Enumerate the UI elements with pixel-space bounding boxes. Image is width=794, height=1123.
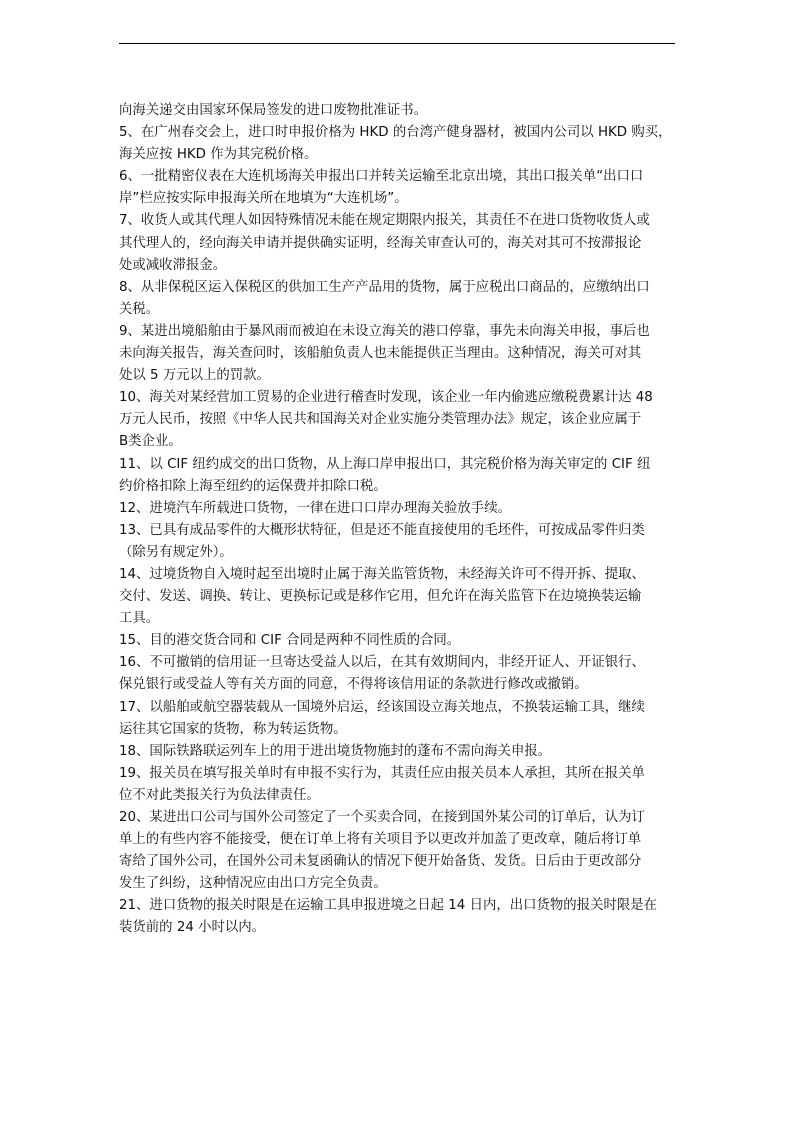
text-line: 未向海关报告，海关查问时，该船舶负责人也未能提供正当理由。这种情况，海关可对其 bbox=[119, 346, 642, 362]
text-line: 向海关递交由国家环保局签发的进口废物批准证书。 bbox=[119, 103, 427, 118]
item-20 bbox=[119, 807, 675, 895]
item-7 bbox=[119, 210, 675, 276]
item-15 bbox=[119, 630, 675, 652]
item-17 bbox=[119, 697, 675, 741]
text-line: 12、进境汽车所载进口货物，一律在进口口岸办理海关验放手续。 bbox=[119, 500, 511, 516]
text-line: 16、不可撤销的信用证一旦寄达受益人以后，在其有效期间内，非经开证人、开证银行、 bbox=[119, 655, 645, 671]
text-line: 19、报关员在填写报关单时有申报不实行为，其责任应由报关员本人承担，其所在报关单 bbox=[119, 765, 645, 781]
item-9 bbox=[119, 321, 675, 387]
text-line: 10、海关对某经营加工贸易的企业进行稽查时发现，该企业一年内偷逃应缴税费累计达 48 bbox=[119, 390, 653, 406]
item-5 bbox=[119, 122, 675, 166]
text-line: 交付、发送、调换、转让、更换标记或是移作它用，但允许在海关监管下在边境换装运输 bbox=[119, 589, 642, 605]
text-line: 万元人民币，按照《中华人民共和国海关对企业实施分类管理办法》规定，该企业应属于 bbox=[119, 412, 642, 428]
text-line: 15、目的港交货合同和 CIF 合同是两种不同性质的合同。 bbox=[119, 633, 461, 649]
text-line: 7、收货人或其代理人如因特殊情况未能在规定期限内报关，其责任不在进口货物收货人或 bbox=[119, 213, 650, 229]
text-line: 海关应按 HKD 作为其完税价格。 bbox=[119, 147, 318, 163]
text-line: 处或减收滞报金。 bbox=[119, 257, 227, 273]
text-line: 20、某进出口公司与国外公司签定了一个买卖合同，在接到国外某公司的订单后，认为订 bbox=[119, 810, 645, 825]
text-line: 14、过境货物自入境时起至出境时止属于海关监管货物，未经海关许可不得开拆、提取、 bbox=[119, 566, 645, 582]
text-line: 工具。 bbox=[119, 611, 160, 627]
text-line: 发生了纠纷，这种情况应由出口方完全负责。 bbox=[119, 876, 387, 892]
text-line: 运往其它国家的货物，称为转运货物。 bbox=[119, 721, 347, 737]
item-19 bbox=[119, 763, 675, 807]
text-line: 处以 5 万元以上的罚款。 bbox=[119, 368, 270, 384]
item-8 bbox=[119, 277, 675, 321]
text-line: 21、进口货物的报关时限是在运输工具申报进境之日起 14 日内，出口货物的报关时限是在 bbox=[119, 898, 658, 914]
text-line: 17、以船舶或航空器装载从一国境外启运，经该国设立海关地点，不换装运输工具，继续 bbox=[119, 699, 645, 715]
item-18 bbox=[119, 741, 675, 763]
text-line: 单上的有些内容不能接受，便在订单上将有关项目予以更改并加盖了更改章，随后将订单 bbox=[119, 832, 642, 848]
page-header-rule bbox=[119, 43, 675, 44]
text-line: 8、从非保税区运入保税区的供加工生产产品用的货物，属于应税出口商品的，应缴纳出口 bbox=[119, 279, 650, 295]
item-16 bbox=[119, 652, 675, 696]
text-line: 6、一批精密仪表在大连机场海关申报出口并转关运输至北京出境，其出口报关单“出口口 bbox=[119, 169, 644, 185]
document-body bbox=[119, 100, 675, 940]
text-line: （除另有规定外）。 bbox=[119, 544, 233, 560]
text-line: 18、国际铁路联运列车上的用于进出境货物施封的蓬布不需向海关申报。 bbox=[119, 743, 552, 759]
item-6 bbox=[119, 166, 675, 210]
item-13 bbox=[119, 520, 675, 564]
text-line: B类企业。 bbox=[119, 434, 182, 450]
text-line: 5、在广州春交会上，进口时申报价格为 HKD 的台湾产健身器材，被国内公司以 HKD 购买， bbox=[119, 125, 672, 141]
text-line: 装货前的 24 小时以内。 bbox=[119, 920, 266, 936]
text-line: 11、以 CIF 纽约成交的出口货物，从上海口岸申报出口，其完税价格为海关审定的 CIF 纽 bbox=[119, 456, 651, 472]
item-12 bbox=[119, 498, 675, 520]
item-10 bbox=[119, 387, 675, 453]
text-line: 位不对此类报关行为负法律责任。 bbox=[119, 787, 320, 803]
text-line: 寄给了国外公司，在国外公司未复函确认的情况下便开始备货、发货。日后由于更改部分 bbox=[119, 854, 642, 870]
text-line: 关税。 bbox=[119, 301, 160, 317]
text-line: 岸”栏应按实际申报海关所在地填为“大连机场”。 bbox=[119, 191, 408, 207]
text-line: 13、已具有成品零件的大概形状特征，但是还不能直接使用的毛坯件，可按成品零件归类 bbox=[119, 522, 645, 538]
text-line: 保兑银行或受益人等有关方面的同意，不得将该信用证的条款进行修改或撤销。 bbox=[119, 677, 588, 693]
item-11 bbox=[119, 454, 675, 498]
text-line: 其代理人的，经向海关申请并提供确实证明，经海关审查认可的，海关对其可不按滞报论 bbox=[119, 235, 642, 251]
item-21 bbox=[119, 895, 675, 939]
text-line: 9、某进出境船舶由于暴风雨而被迫在未设立海关的港口停靠，事先未向海关申报，事后也 bbox=[119, 323, 650, 339]
paragraph-continuation bbox=[119, 100, 675, 122]
text-line: 约价格扣除上海至纽约的运保费并扣除口税。 bbox=[119, 478, 387, 494]
item-14 bbox=[119, 564, 675, 630]
